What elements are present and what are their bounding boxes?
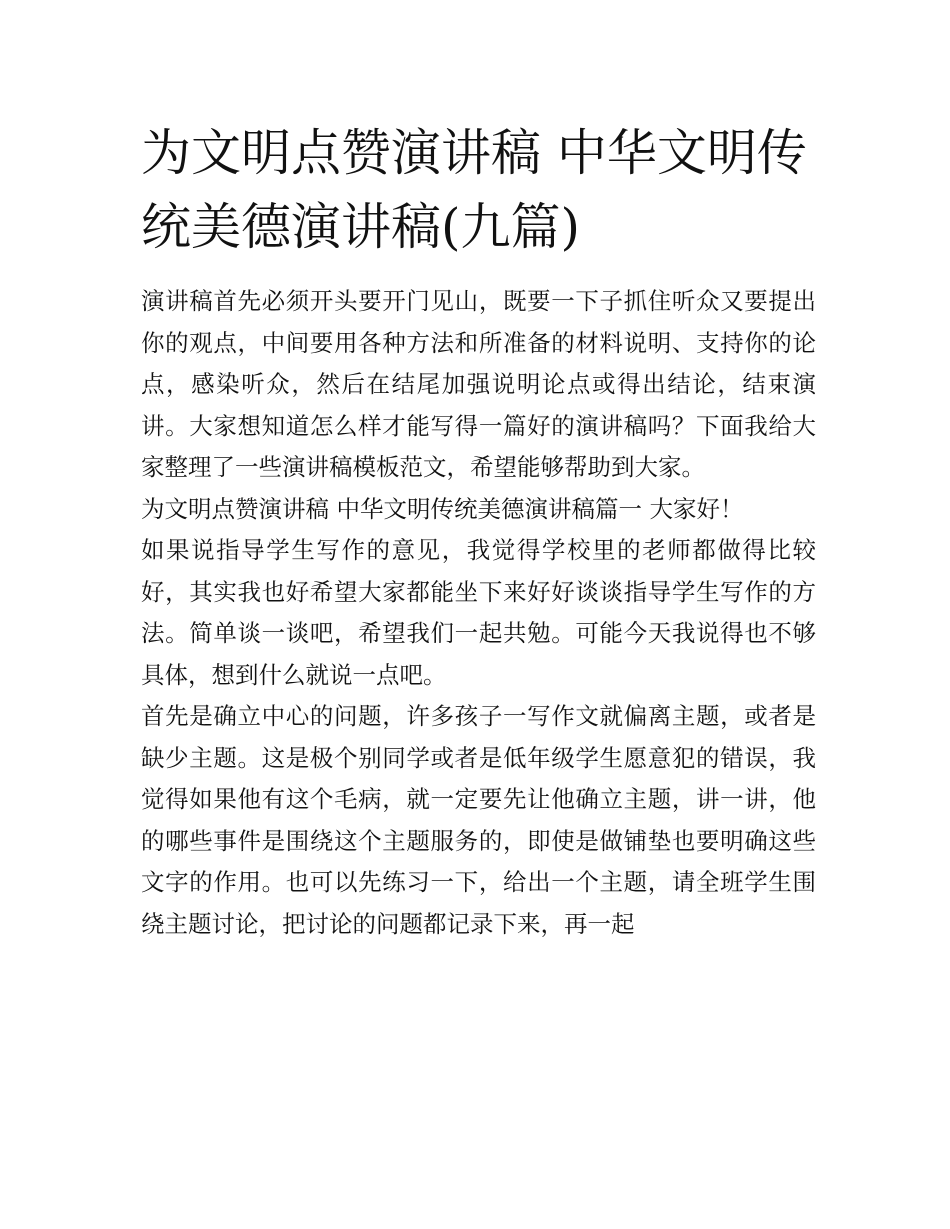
section-heading-line: 为文明点赞演讲稿 中华文明传统美德演讲稿篇一 大家好！ bbox=[141, 494, 744, 523]
document-title: 为文明点赞演讲稿 中华文明传统美德演讲稿(九篇) bbox=[141, 124, 807, 256]
body-paragraph: 首先是确立中心的问题，许多孩子一写作文就偏离主题，或者是缺少主题。这是极个别同学或者是低年级学生愿意犯的错误，我觉得如果他有这个毛病，就一定要先让他确立主题，讲一讲，他的哪些事件是围绕这个主题服务的，即使是做铺垫也要明确这些文字的作用。也可以先练习一下，给出一个主题，请全班学生围绕主题讨论，把讨论的问题都记录下来，再一起 bbox=[141, 702, 816, 938]
document-body bbox=[141, 281, 816, 945]
body-paragraph: 如果说指导学生写作的意见，我觉得学校里的老师都做得比较好，其实我也好希望大家都能坐下来好好谈谈指导学生写作的方法。简单谈一谈吧，希望我们一起共勉。可能今天我说得也不够具体，想到什么就说一点吧。 bbox=[141, 536, 816, 689]
intro-paragraph: 演讲稿首先必须开头要开门见山，既要一下子抓住听众又要提出你的观点，中间要用各种方法和所准备的材料说明、支持你的论点，感染听众，然后在结尾加强说明论点或得出结论，结束演讲。大家想知道怎么样才能写得一篇好的演讲稿吗？下面我给大家整理了一些演讲稿模板范文，希望能够帮助到大家。 bbox=[141, 287, 816, 481]
